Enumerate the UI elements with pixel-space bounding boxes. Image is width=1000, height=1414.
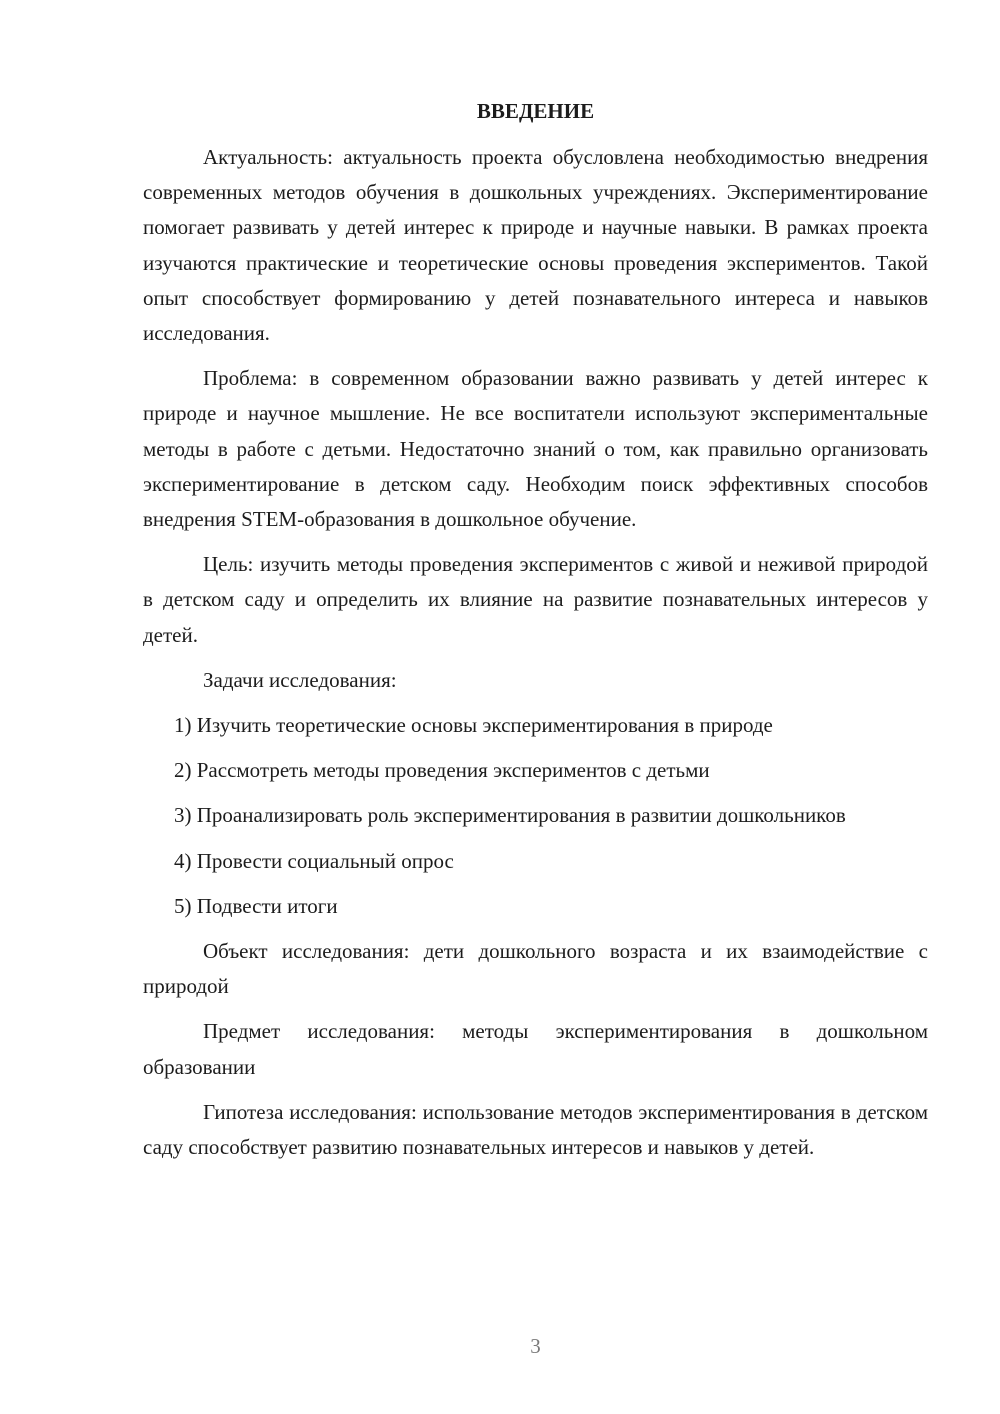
goal-paragraph: Цель: изучить методы проведения экспериментов с живой и неживой природой в детском саду и определить их влияние на развитие познавательных интересов у детей. [143,552,928,647]
task-item: 5) Подвести итоги [174,893,338,918]
hypothesis-paragraph: Гипотеза исследования: использование методов экспериментирования в детском саду способствует развитию познавательных интересов и навыков у детей. [143,1099,928,1160]
document-body [143,140,928,1175]
page-title: ВВЕДЕНИЕ [476,99,595,123]
relevance-paragraph: Актуальность: актуальность проекта обусловлена необходимостью внедрения современных методов обучения в дошкольных учреждениях. Экспериментирование помогает развивать у детей интерес к природе и научные навыки. В рамках проекта изучаются практические и теоретические основы проведения экспериментов. Такой опыт способствует формированию у детей познавательного интереса и навыков исследования. [143,145,928,346]
task-item: 3) Проанализировать роль экспериментирования в развитии дошкольников [174,803,846,828]
object-paragraph: Объект исследования: дети дошкольного возраста и их взаимодействие с природой [143,939,928,999]
problem-paragraph: Проблема: в современном образовании важно развивать у детей интерес к природе и научное мышление. Не все воспитатели используют экспериментальные методы в работе с детьми. Недостаточно знаний о том, как правильно организовать экспериментирование в детском саду. Необходим поиск эффективных способов внедрения STEM-образования в дошкольное обучение. [143,366,928,532]
task-item: 4) Провести социальный опрос [174,848,454,873]
task-item: 2) Рассмотреть методы проведения экспериментов с детьми [174,758,710,783]
subject-paragraph: Предмет исследования: методы экспериментирования в дошкольном образовании [143,1019,928,1079]
task-item: 1) Изучить теоретические основы экспериментирования в природе [174,713,773,738]
tasks-heading: Задачи исследования: [203,667,397,692]
page-number: 3 [530,1334,541,1358]
